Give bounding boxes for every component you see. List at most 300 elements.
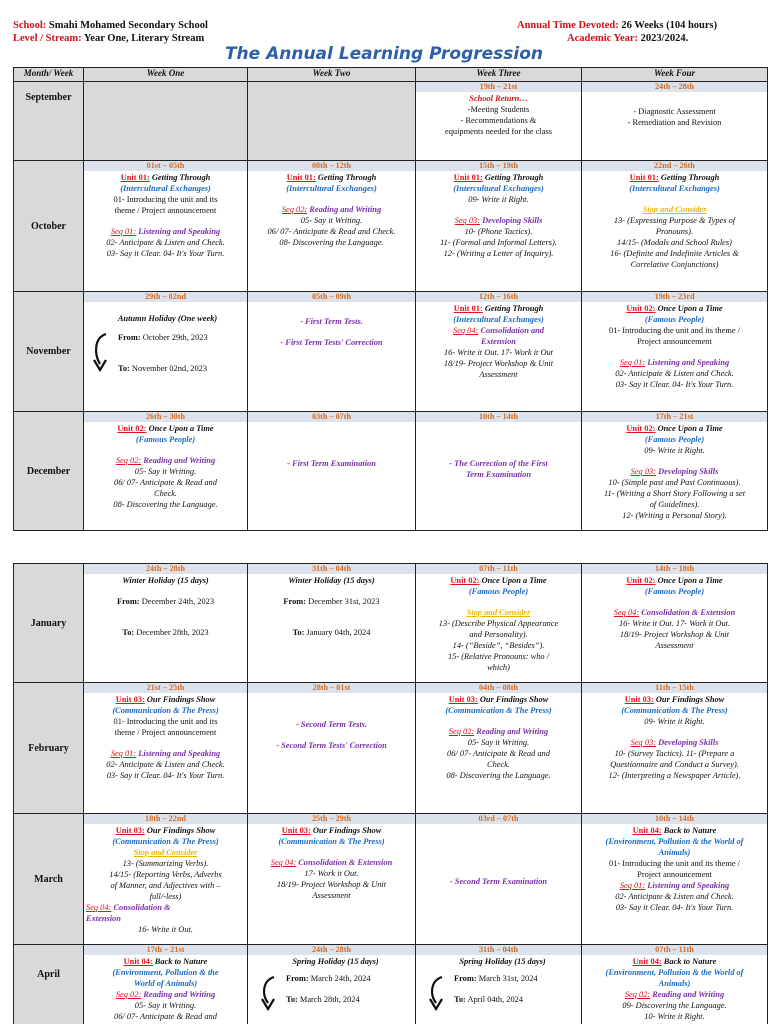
school-return: School Return…: [469, 94, 528, 103]
cell-nov-w1: [84, 292, 248, 412]
cell-nov-w4: [582, 292, 768, 412]
date-range: 26th – 30th: [84, 412, 247, 422]
seq-label: Seq 01:: [110, 749, 137, 758]
line: -Meeting Students: [467, 105, 530, 114]
seq-title: Listening and Speaking: [647, 881, 730, 890]
level-line: [13, 33, 204, 44]
cell-jan-w1: [84, 564, 248, 683]
unit-theme: (Intercultural Exchanges): [629, 184, 720, 193]
to-label: To:: [286, 995, 298, 1004]
line: 18/19- Project Workshop & Unit: [443, 359, 554, 368]
unit-title: Our Findings Show: [146, 695, 216, 704]
line: 13- (Describe Physical Appearance: [438, 619, 559, 628]
cell-oct-w3: [416, 161, 582, 292]
from-label: From:: [118, 333, 141, 342]
line: Project announcement: [637, 870, 712, 879]
line: 14- (“Beside”, “Besides”).: [452, 641, 545, 650]
line: 06/ 07- Anticipate & Read and: [114, 1012, 217, 1021]
cell-jan-w4: [582, 564, 768, 683]
from-label: From:: [454, 974, 477, 983]
seq-label: Seq 03:: [630, 738, 656, 747]
unit-theme: (Intercultural Exchanges): [453, 184, 544, 193]
seq-title: Listening and Speaking: [138, 227, 221, 236]
seq-title: Listening and Speaking: [138, 749, 221, 758]
cell-dec-w4: [582, 412, 768, 531]
line: 12- (Writing a Letter of Inquiry).: [443, 249, 554, 258]
line: - The Correction of the First: [449, 459, 548, 468]
line: 03- Say it Clear. 04- It's Your Turn.: [106, 771, 225, 780]
date-range: 03rd – 07th: [416, 814, 581, 824]
row-march: [14, 814, 768, 945]
seq-title: Extension: [481, 337, 516, 346]
to-date: March 28th, 2024: [299, 995, 360, 1004]
unit-label: Unit 02:: [117, 424, 147, 433]
line: theme / Project announcement: [114, 206, 217, 215]
seq-label: Seq 04:: [86, 903, 112, 912]
cell-empty: [84, 82, 248, 161]
unit-theme: (Communication & The Press): [278, 837, 385, 846]
unit-title: Once Upon a Time: [657, 424, 723, 433]
to-label: To:: [292, 628, 305, 637]
to-label: To:: [122, 628, 135, 637]
cell-apr-w2: [248, 945, 416, 1024]
to-date: December 28th, 2023: [136, 628, 209, 637]
from-label: From:: [286, 974, 309, 983]
seq-title: Reading and Writing: [143, 456, 216, 465]
cell-feb-w3: [416, 683, 582, 814]
line: 12- (Interpreting a Newspaper Article).: [608, 771, 741, 780]
line: 15- (Relative Pronouns: who /: [447, 652, 550, 661]
date-range: 31th – 04th: [416, 945, 581, 955]
unit-title: Once Upon a Time: [657, 576, 723, 585]
col-week-one: Week One: [84, 68, 248, 82]
year-label: Academic Year:: [567, 33, 639, 44]
month-february: February: [14, 683, 84, 814]
unit-theme: (Communication & The Press): [112, 837, 219, 846]
unit-label: Unit 02:: [626, 304, 656, 313]
line: 02- Anticipate & Listen and Check.: [106, 238, 225, 247]
line: Assessment: [479, 370, 518, 379]
unit-title: Once Upon a Time: [481, 576, 547, 585]
date-range: 15th – 19th: [416, 161, 581, 171]
cell-mar-w3: [416, 814, 582, 945]
level-value: Year One, Literary Stream: [83, 33, 205, 44]
date-range: 25th – 29th: [248, 814, 415, 824]
seq-label: Seq 01:: [619, 358, 646, 367]
date-range: 10th – 14th: [416, 412, 581, 422]
date-range: 17th – 21st: [582, 412, 767, 422]
line: 05- Say it Writing.: [134, 467, 197, 476]
line: 11- (Writing a Short Story Following a set: [603, 489, 746, 498]
line: - First Term Examination: [287, 459, 376, 468]
line: 08- Discovering the Language.: [279, 238, 384, 247]
unit-label: Unit 03:: [624, 695, 654, 704]
cell-mar-w2: [248, 814, 416, 945]
unit-label: Unit 03:: [281, 826, 311, 835]
cell-dec-w1: [84, 412, 248, 531]
line: 18/19- Project Workshop & Unit: [276, 880, 387, 889]
unit-theme: (Communication & The Press): [445, 706, 552, 715]
unit-title: Getting Through: [317, 173, 377, 182]
line: which): [487, 663, 510, 672]
cell-nov-w3: [416, 292, 582, 412]
unit-title: Our Findings Show: [312, 826, 382, 835]
seq-label: Seq 02:: [115, 990, 142, 999]
seq-title: Consolidation & Extension: [641, 608, 736, 617]
line: Assessment: [312, 891, 351, 900]
date-range: 29th – 02nd: [84, 292, 247, 302]
seq-title: Consolidation &: [113, 903, 171, 912]
cell-apr-w3: [416, 945, 582, 1024]
line: 13- (Expressing Purpose & Types of: [613, 216, 736, 225]
row-january: [14, 564, 768, 683]
unit-title: Once Upon a Time: [657, 304, 723, 313]
date-range: 03th – 07th: [248, 412, 415, 422]
cell-nov-w2: [248, 292, 416, 412]
date-range: 19th – 21st: [416, 82, 581, 92]
line: Assessment: [655, 641, 694, 650]
line: 06/ 07- Anticipate & Read and: [114, 478, 217, 487]
month-april: April: [14, 945, 84, 1024]
line: 03- Say it Clear. 04- It's Your Turn.: [106, 249, 225, 258]
curved-arrow-icon: [90, 330, 112, 376]
row-february: [14, 683, 768, 814]
stop-and-consider: Stop and Consider: [642, 205, 707, 214]
date-range: 05th – 09th: [248, 292, 415, 302]
school-name: Smahi Mohamed Secondary School: [48, 20, 208, 31]
seq-label: Seq 01:: [619, 881, 646, 890]
line: 09- Write it Right.: [644, 446, 705, 455]
holiday-title: Winter Holiday (15 days): [288, 576, 375, 585]
line: - Second Term Tests.: [295, 720, 368, 729]
curved-arrow-icon: [258, 973, 280, 1013]
seq-label: Seq 03:: [454, 216, 480, 225]
to-label: To:: [454, 995, 466, 1004]
unit-theme: (Intercultural Exchanges): [286, 184, 377, 193]
cell-apr-w4: [582, 945, 768, 1024]
line: 01- Introducing the unit and its theme /: [609, 859, 740, 868]
time-value: 26 Weeks (104 hours): [621, 20, 718, 31]
date-range: 31th – 04th: [248, 564, 415, 574]
cell-sep-w3: [416, 82, 582, 161]
line: 16- (Definite and Indefinite Articles &: [610, 249, 739, 258]
row-december: [14, 412, 768, 531]
line: - First Term Tests' Correction: [280, 338, 383, 347]
line: 18/19- Project Workshop & Unit: [619, 630, 730, 639]
cell-dec-w2: [248, 412, 416, 531]
line: 09- Write it Right.: [644, 717, 705, 726]
cell-empty: [248, 82, 416, 161]
line: 13- (Summarizing Verbs).: [122, 859, 209, 868]
seq-label: Seq 03:: [630, 467, 656, 476]
seq-title: Developing Skills: [482, 216, 543, 225]
line: full/-less): [149, 892, 182, 901]
cell-oct-w2: [248, 161, 416, 292]
seq-title: Consolidation and: [480, 326, 544, 335]
date-range: 22nd – 26th: [582, 161, 767, 171]
year-line: [567, 33, 688, 44]
cell-feb-w1: [84, 683, 248, 814]
row-april: [14, 945, 768, 1024]
month-october: October: [14, 161, 84, 292]
unit-theme: (Environment, Pollution & the World of: [605, 837, 744, 846]
time-line: [517, 20, 717, 31]
date-range: 14th – 18th: [582, 564, 767, 574]
date-range: 24th – 28th: [84, 564, 247, 574]
line: 03- Say it Clear. 04- It's Your Turn.: [615, 380, 734, 389]
line: - Second Term Tests' Correction: [276, 741, 387, 750]
holiday-title: Spring Holiday (15 days): [292, 957, 379, 966]
line: 01- Introducing the unit and its theme /: [609, 326, 740, 335]
holiday-title: Winter Holiday (15 days): [122, 576, 209, 585]
row-november: [14, 292, 768, 412]
seq-label: Seq 04:: [453, 326, 479, 335]
line: 06/ 07- Anticipate & Read and Check.: [267, 227, 396, 236]
line: equipments needed for the class: [445, 127, 552, 136]
unit-theme: (Intercultural Exchanges): [453, 315, 544, 324]
seq-label: Seq 04:: [613, 608, 640, 617]
unit-label: Unit 03:: [115, 695, 145, 704]
unit-label: Unit 01:: [120, 173, 150, 182]
curved-arrow-icon: [426, 973, 448, 1013]
col-week-two: Week Two: [248, 68, 416, 82]
unit-theme: (Environment, Pollution & the: [112, 968, 219, 977]
date-range: 01st – 05th: [84, 161, 247, 171]
line: 01- Introducing the unit and its: [113, 195, 218, 204]
line: 05- Say it Writing.: [467, 738, 530, 747]
unit-theme: Animals): [658, 848, 691, 857]
school-label: School:: [13, 20, 47, 31]
unit-title: Getting Through: [151, 173, 211, 182]
unit-title: Getting Through: [660, 173, 720, 182]
from-label: From:: [116, 597, 140, 606]
cell-jan-w3: [416, 564, 582, 683]
line: 16- Write it Out.: [138, 925, 193, 934]
from-date: October 29th, 2023: [142, 333, 208, 342]
unit-title: Our Findings Show: [479, 695, 549, 704]
line: 12- (Writing a Personal Story).: [622, 511, 727, 520]
year-value: 2023/2024.: [640, 33, 689, 44]
month-november: November: [14, 292, 84, 412]
month-january: January: [14, 564, 84, 683]
unit-theme: (Communication & The Press): [112, 706, 219, 715]
time-label: Annual Time Devoted:: [517, 20, 619, 31]
unit-theme: (Intercultural Exchanges): [120, 184, 211, 193]
line: 10- (Simple past and Past Continuous).: [608, 478, 741, 487]
line: 05- Say it Writing.: [300, 216, 363, 225]
line: theme / Project announcement: [114, 728, 217, 737]
line: of Guidelines).: [649, 500, 700, 509]
unit-label: Unit 01:: [453, 304, 483, 313]
progression-table-1: [13, 67, 768, 531]
seq-label: Seq 02:: [115, 456, 142, 465]
header-row: [14, 68, 768, 82]
unit-label: Unit 03:: [115, 826, 145, 835]
date-range: 04th – 08th: [416, 683, 581, 693]
line: - Second Term Examination: [449, 877, 548, 886]
row-september: [14, 82, 768, 161]
line: Correlative Conjunctions): [630, 260, 719, 269]
seq-title: Reading and Writing: [143, 990, 216, 999]
unit-title: Getting Through: [484, 304, 544, 313]
line: 11- (Formal and Informal Letters).: [440, 238, 557, 247]
unit-label: Unit 02:: [626, 576, 656, 585]
school-line: [13, 20, 208, 31]
col-month: Month/ Week: [14, 68, 84, 82]
line: 14/15- (Modals and School Rules): [617, 238, 732, 247]
line: 09- Write it Right.: [468, 195, 529, 204]
date-range: 17th – 21st: [84, 945, 247, 955]
date-range: 24th – 28th: [582, 82, 767, 92]
line: 14/15- (Reporting Verbs, Adverbs: [109, 870, 222, 879]
cell-mar-w4: [582, 814, 768, 945]
seq-label: Seq 01:: [110, 227, 137, 236]
seq-label: Seq 02:: [624, 990, 651, 999]
line: of Manner, and Adjectives with –: [110, 881, 221, 890]
line: 05- Say it Writing.: [134, 1001, 197, 1010]
seq-title: Extension: [86, 914, 121, 923]
cell-jan-w2: [248, 564, 416, 683]
line: 10- (Phone Tactics).: [464, 227, 533, 236]
line: Check.: [486, 760, 511, 769]
line: 16- Write it Out. 17- Work it Out: [443, 348, 554, 357]
date-range: 24th – 28th: [248, 945, 415, 955]
line: 03- Say it Clear. 04- It's Your Turn.: [615, 903, 734, 912]
unit-title: Our Findings Show: [146, 826, 216, 835]
col-week-three: Week Three: [416, 68, 582, 82]
unit-theme: (Environment, Pollution & the World of: [605, 968, 744, 977]
unit-theme: (Communication & The Press): [621, 706, 728, 715]
unit-title: Back to Nature: [663, 826, 717, 835]
line: Project announcement: [637, 337, 712, 346]
date-range: 18th – 22nd: [84, 814, 247, 824]
line: 09- Discovering the Language.: [622, 1001, 727, 1010]
from-date: March 24th, 2024: [310, 974, 371, 983]
seq-title: Consolidation & Extension: [298, 858, 393, 867]
seq-title: Developing Skills: [658, 738, 719, 747]
to-date: November 02nd, 2023: [131, 364, 208, 373]
date-range: 11th – 15th: [582, 683, 767, 693]
date-range: 10th – 14th: [582, 814, 767, 824]
cell-sep-w4: [582, 82, 768, 161]
line: Term Examination: [465, 470, 532, 479]
unit-label: Unit 04:: [123, 957, 153, 966]
date-range: 07th – 11th: [416, 564, 581, 574]
cell-feb-w4: [582, 683, 768, 814]
cell-mar-w1: [84, 814, 248, 945]
line: 06/ 07- Anticipate & Read and: [447, 749, 550, 758]
cell-apr-w1: [84, 945, 248, 1024]
line: - Remediation and Revision: [627, 118, 722, 127]
line: 10- Write it Right.: [644, 1012, 705, 1021]
line: Questionnaire and Conduct a Survey).: [610, 760, 739, 769]
seq-title: Reading and Writing: [476, 727, 549, 736]
seq-title: Listening and Speaking: [647, 358, 730, 367]
holiday-title: Autumn Holiday (One week): [117, 314, 218, 323]
month-march: March: [14, 814, 84, 945]
unit-theme: (Famous People): [468, 587, 529, 596]
unit-label: Unit 04:: [632, 826, 662, 835]
unit-theme: (Famous People): [644, 435, 705, 444]
date-range: 19th – 23rd: [582, 292, 767, 302]
unit-theme: (Famous People): [644, 315, 705, 324]
line: 08- Discovering the Language.: [113, 500, 218, 509]
unit-label: Unit 04:: [632, 957, 662, 966]
date-range: 07th – 11th: [582, 945, 767, 955]
seq-title: Reading and Writing: [309, 205, 382, 214]
month-september: September: [14, 82, 84, 161]
unit-label: Unit 01:: [286, 173, 316, 182]
from-label: From:: [283, 597, 307, 606]
unit-theme: Animals): [658, 979, 691, 988]
unit-label: Unit 02:: [626, 424, 656, 433]
unit-title: Once Upon a Time: [148, 424, 214, 433]
line: 16- Write it Out. 17- Work it Out.: [618, 619, 731, 628]
from-date: March 31st, 2024: [478, 974, 538, 983]
cell-oct-w4: [582, 161, 768, 292]
holiday-title: Spring Holiday (15 days): [459, 957, 546, 966]
line: 08- Discovering the Language.: [446, 771, 551, 780]
line: - Recommendations &: [460, 116, 537, 125]
line: and Personality).: [469, 630, 528, 639]
seq-label: Seq 04:: [270, 858, 297, 867]
seq-title: Reading and Writing: [652, 990, 725, 999]
seq-label: Seq 02:: [281, 205, 308, 214]
cell-feb-w2: [248, 683, 416, 814]
date-range: 21st – 25th: [84, 683, 247, 693]
unit-title: Back to Nature: [154, 957, 208, 966]
to-date: January 04th, 2024: [306, 628, 371, 637]
line: 10- (Survey Tactics). 11- (Prepare a: [614, 749, 735, 758]
row-october: [14, 161, 768, 292]
col-week-four: Week Four: [582, 68, 768, 82]
line: - Diagnostic Assessment: [633, 107, 716, 116]
unit-label: Unit 02:: [450, 576, 480, 585]
line: 02- Anticipate & Listen and Check.: [106, 760, 225, 769]
line: Pronouns).: [655, 227, 694, 236]
unit-label: Unit 01:: [453, 173, 483, 182]
cell-dec-w3: [416, 412, 582, 531]
date-range: 12th – 16th: [416, 292, 581, 302]
unit-theme: World of Animals): [133, 979, 198, 988]
progression-table-2: [13, 563, 768, 1024]
date-range: 08th – 12th: [248, 161, 415, 171]
from-date: December 31st, 2023: [308, 597, 380, 606]
line: 02- Anticipate & Listen and Check.: [615, 892, 734, 901]
unit-label: Unit 03:: [448, 695, 478, 704]
to-date: April 04th, 2024: [467, 995, 524, 1004]
unit-theme: (Famous People): [644, 587, 705, 596]
line: 01- Introducing the unit and its: [113, 717, 218, 726]
line: 17- Work it Out.: [304, 869, 359, 878]
line: Check.: [153, 489, 178, 498]
unit-title: Our Findings Show: [655, 695, 725, 704]
unit-theme: (Famous People): [135, 435, 196, 444]
from-date: December 24th, 2023: [141, 597, 215, 606]
unit-title: Getting Through: [484, 173, 544, 182]
to-label: To:: [118, 364, 130, 373]
seq-label: Seq 02:: [448, 727, 475, 736]
stop-and-consider: Stop and Consider: [133, 848, 198, 857]
unit-title: Back to Nature: [663, 957, 717, 966]
date-range: 28th – 01st: [248, 683, 415, 693]
cell-oct-w1: [84, 161, 248, 292]
unit-label: Unit 01:: [629, 173, 659, 182]
level-label: Level / Stream:: [13, 33, 82, 44]
line: 02- Anticipate & Listen and Check.: [615, 369, 734, 378]
page-title: The Annual Learning Progression: [224, 44, 544, 64]
line: - First Term Tests.: [300, 317, 363, 326]
